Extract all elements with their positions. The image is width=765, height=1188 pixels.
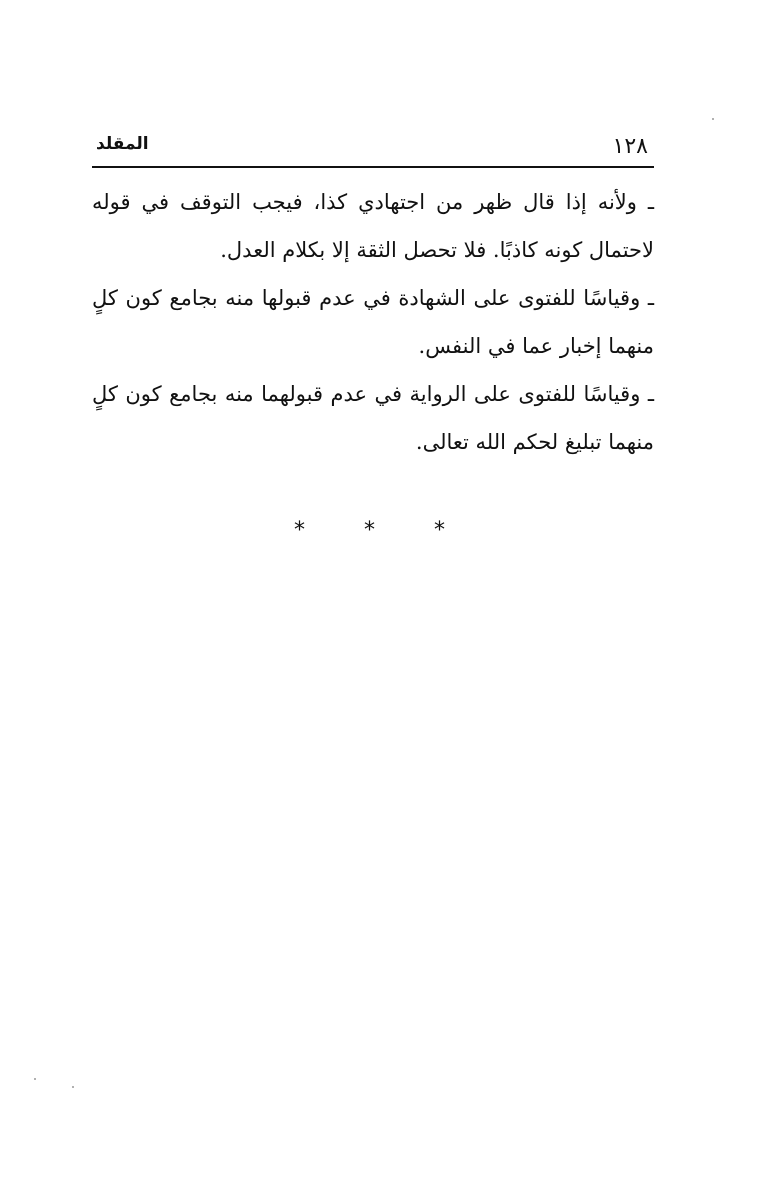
section-separator: * * *: [294, 518, 471, 543]
body-text: [92, 178, 654, 466]
scan-speck: [34, 1078, 36, 1080]
scan-speck: [712, 118, 714, 120]
page-number: ١٢٨: [612, 134, 648, 159]
paragraph-analogy-narration: ـ وقياسًا للفتوى على الرواية في عدم قبولهما منه بجامع كون كلٍ منهما تبليغ لحكم الله تعالى.: [92, 382, 654, 454]
scan-speck: [72, 1086, 74, 1088]
paragraph-reason-ijtihad: ـ ولأنه إذا قال ظهر من اجتهادي كذا، فيجب التوقف في قوله لاحتمال كونه كاذبًا. فلا تحصل الثقة إلا بكلام العدل.: [92, 190, 654, 262]
running-title: المقلد: [96, 134, 149, 154]
paragraph-analogy-testimony: ـ وقياسًا للفتوى على الشهادة في عدم قبولها منه بجامع كون كلٍ منهما إخبار عما في النفس.: [92, 286, 654, 358]
page-header: [92, 130, 654, 168]
